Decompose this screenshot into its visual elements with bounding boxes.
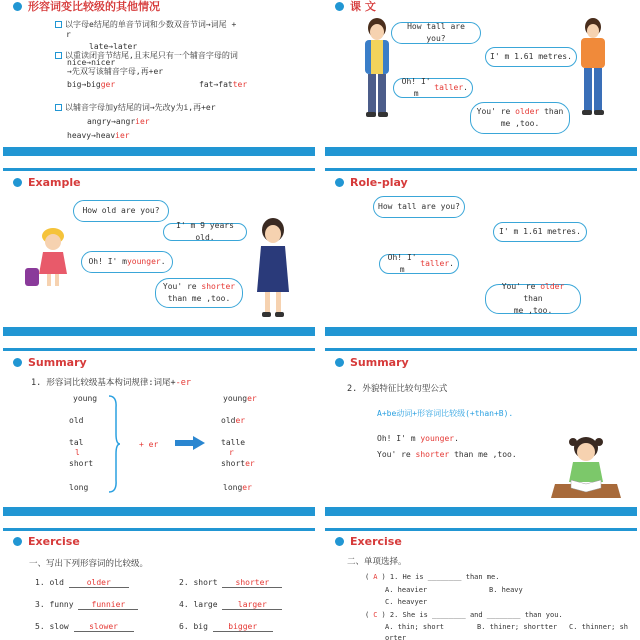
q2-option-c-cont: orter (385, 634, 407, 640)
exercise-item-6: 6. big bigger (179, 622, 273, 632)
title-text: Summary (28, 356, 87, 369)
slide-title (13, 176, 81, 189)
slide-footer-bar (325, 147, 637, 156)
example-big: big→bigger (67, 80, 116, 89)
q2-option-a[interactable]: A. thin; short (385, 623, 445, 631)
slide-footer-bar (3, 147, 315, 156)
reading-girl-icon (551, 432, 621, 502)
example-late: late→later (89, 42, 138, 51)
slide-summary-pattern (325, 348, 637, 520)
arrow-right-icon (175, 436, 205, 450)
speech-bubble-question: How old are you? (73, 200, 169, 222)
exercise-item-5: 5. slow slower (35, 622, 134, 632)
answer-field[interactable]: slower (74, 622, 134, 632)
question-2: ( C ) 2. She is ________ and ________ than you. (365, 611, 563, 619)
checkbox-icon (55, 52, 62, 59)
little-girl-figure-icon (23, 226, 79, 290)
result-taller: talle (221, 438, 246, 447)
speech-bubble-taller: Oh! I' m taller . (379, 254, 459, 274)
rule-2: 以重读闭音节结尾,且末尾只有一个辅音字母的词 (55, 50, 238, 61)
summary-heading: 1. 形容词比较级基本构词规律:词尾+-er (31, 378, 191, 388)
answer-field[interactable]: larger (222, 600, 282, 610)
word-old: old (69, 416, 84, 425)
word-young: young (73, 394, 98, 403)
title-text: Exercise (28, 535, 80, 548)
title-text: 课 文 (350, 0, 376, 13)
result-shorter: shorter (221, 459, 255, 468)
word-long: long (69, 483, 89, 492)
speech-bubble-answer-height: I' m 1.61 metres. (493, 222, 587, 242)
speech-bubble-shorter: You' re shorter than me ,too. (155, 278, 243, 308)
example-heavy: heavy→heavier (67, 131, 130, 140)
word-short: short (69, 459, 94, 468)
result-longer: longer (223, 483, 252, 492)
title-text: Summary (350, 356, 409, 369)
result-younger: younger (223, 394, 257, 403)
bullet-dot-icon (13, 358, 22, 367)
checkbox-icon (55, 21, 62, 28)
pattern-example-2: You' re shorter than me ,too. (377, 450, 517, 459)
exercise-item-4: 4. large larger (179, 600, 282, 610)
title-text: Exercise (350, 535, 402, 548)
answer-choice[interactable]: A (373, 573, 378, 581)
exercise-item-1: 1. old older (35, 578, 129, 588)
example-fat: fat→fatter (199, 80, 248, 89)
pattern-formula: A+be动词+形容词比较级(+than+B). (377, 409, 514, 418)
slide-header-bar (3, 528, 315, 531)
slide-title (335, 356, 409, 369)
speech-bubble-question: How tall are you? (391, 22, 481, 44)
speech-bubble-younger: Oh! I' m younger . (81, 251, 173, 273)
speech-bubble-answer-height: I' m 1.61 metres. (485, 47, 577, 67)
slide-footer-bar (325, 327, 637, 336)
bullet-dot-icon (13, 178, 22, 187)
checkbox-icon (55, 104, 62, 111)
slide-header-bar (325, 168, 637, 171)
slide-exercise-2 (325, 528, 637, 640)
slide-header-bar (325, 348, 637, 351)
slide-title (335, 0, 376, 14)
speech-bubble-age: I' m 9 years old. (163, 223, 247, 241)
speech-bubble-older: You' re older than me ,too. (485, 284, 581, 314)
q1-option-a[interactable]: A. heavier (385, 586, 428, 594)
answer-field[interactable]: older (69, 578, 129, 588)
exercise-item-2: 2. short shorter (179, 578, 282, 588)
word-tal: tal (69, 438, 84, 447)
slide-header-bar (325, 528, 637, 531)
bullet-dot-icon (13, 537, 22, 546)
slide-title (13, 535, 80, 548)
slide-example (3, 168, 315, 340)
slide-header-bar (3, 348, 315, 351)
slide-exercise-1 (3, 528, 315, 640)
speech-bubble-taller: Oh! I' m taller . (393, 78, 473, 98)
q2-option-c[interactable]: C. thinner; sh (569, 623, 629, 631)
slide-footer-bar (3, 327, 315, 336)
slide-text-dialogue (325, 0, 637, 156)
slide-title (13, 0, 160, 14)
exercise-heading: 一、写出下列形容词的比较级。 (29, 559, 149, 569)
plus-er-label: + er (139, 440, 159, 449)
bullet-dot-icon (13, 2, 22, 11)
answer-field[interactable]: funnier (78, 600, 138, 610)
slide-header-bar (3, 168, 315, 171)
word-l: l (75, 448, 80, 457)
bullet-dot-icon (335, 537, 344, 546)
pattern-heading: 2. 外貌特征比较句型公式 (347, 384, 448, 394)
slide-title (335, 176, 408, 189)
slide-title (13, 356, 87, 369)
answer-choice[interactable]: C (373, 611, 378, 619)
example-nice: nice→nicer (67, 58, 116, 67)
man-figure-icon (573, 18, 613, 120)
title-text: Role-play (350, 176, 408, 189)
pattern-example-1: Oh! I' m younger. (377, 434, 459, 443)
slide-footer-bar (325, 507, 637, 516)
q1-option-b[interactable]: B. heavy (489, 586, 523, 594)
speech-bubble-older: You' re older than me ,too. (470, 102, 570, 134)
q1-option-c[interactable]: C. heavyer (385, 598, 428, 606)
rule-1-cont: r (66, 30, 71, 39)
speech-bubble-question: How tall are you? (373, 196, 465, 218)
slide-footer-bar (3, 507, 315, 516)
bullet-dot-icon (335, 2, 344, 11)
schoolgirl-figure-icon (251, 218, 295, 322)
bullet-dot-icon (335, 178, 344, 187)
q2-option-b[interactable]: B. thiner; shortter (477, 623, 558, 631)
brace-icon (107, 394, 121, 494)
rule-2-cont: →先双写该辅音字母,再+er (67, 67, 164, 76)
choice-heading: 二、单项选择。 (347, 557, 407, 567)
slide-summary-rule (3, 348, 315, 520)
example-angry: angry→angrier (87, 117, 150, 126)
slide-role-play (325, 168, 637, 340)
answer-field[interactable]: shorter (222, 578, 282, 588)
slide-title (335, 535, 402, 548)
rule-1: 以字母e结尾的单音节词和少数双音节词→词尾 + (55, 19, 236, 30)
title-text: 形容词变比较级的其他情况 (28, 0, 160, 13)
question-1: ( A ) 1. He is ________ than me. (365, 573, 500, 581)
exercise-item-3: 3. funny funnier (35, 600, 138, 610)
result-taller-r: r (229, 448, 234, 457)
bullet-dot-icon (335, 358, 344, 367)
title-text: Example (28, 176, 81, 189)
answer-field[interactable]: bigger (213, 622, 273, 632)
result-older: older (221, 416, 246, 425)
slide-comparative-rules (3, 0, 315, 156)
rule-3: 以辅音字母加y结尾的词→先改y为i,再+er (55, 102, 216, 113)
